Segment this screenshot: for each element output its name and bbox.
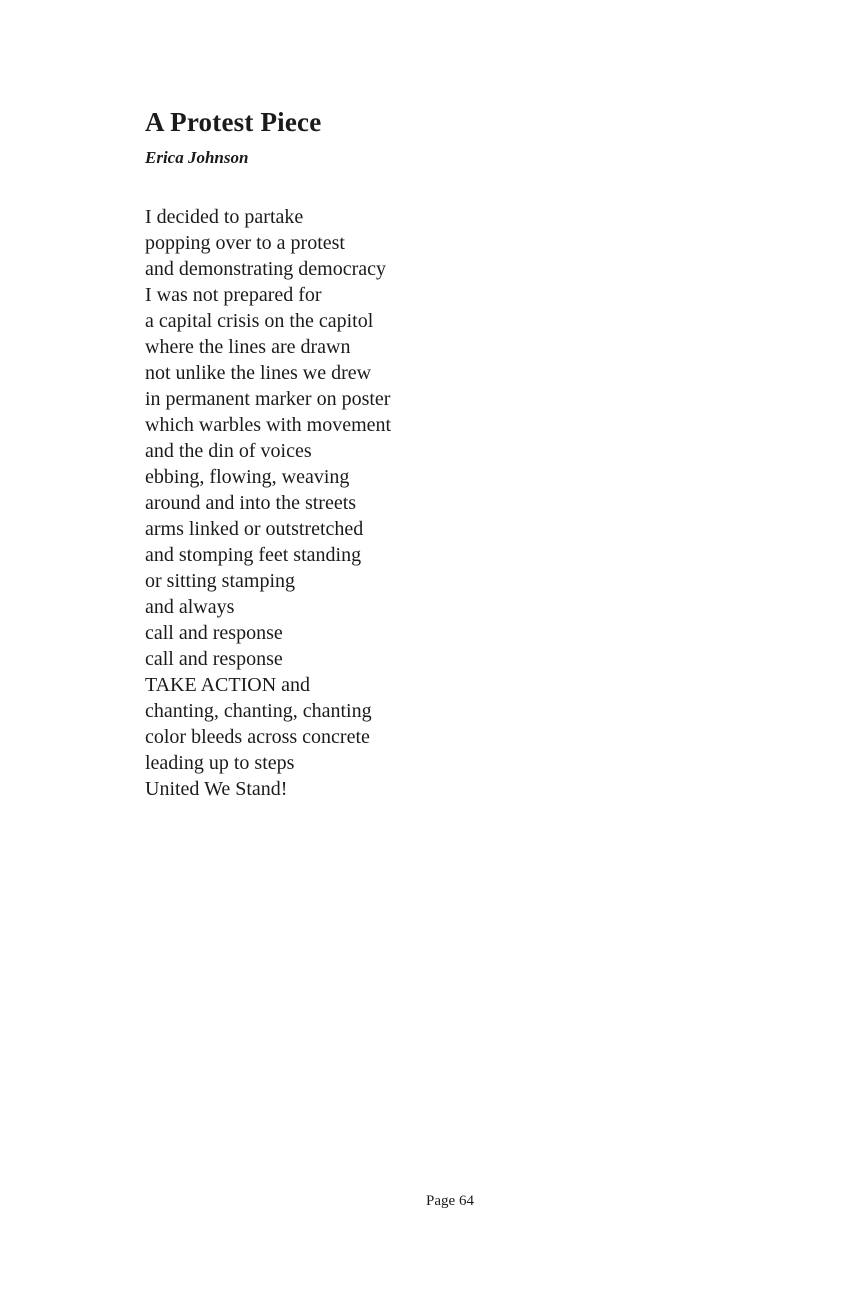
poem-line: around and into the streets	[145, 492, 357, 514]
poem-line: chanting, chanting, chanting	[145, 700, 372, 722]
poem-line: call and response	[145, 622, 283, 644]
poem-line: I was not prepared for	[145, 284, 322, 306]
poem-line: popping over to a protest	[145, 232, 345, 254]
poem-line: in permanent marker on poster	[145, 388, 391, 410]
poem-line: and always	[145, 596, 235, 618]
poem-line: not unlike the lines we drew	[145, 362, 372, 384]
page-number: Page 64	[426, 1193, 474, 1209]
poem-line: I decided to partake	[145, 206, 304, 228]
poem-body	[145, 204, 391, 802]
poem-line: or sitting stamping	[145, 570, 295, 592]
poem-title: A Protest Piece	[145, 107, 322, 137]
document-page	[145, 0, 755, 1296]
poem-line: TAKE ACTION and	[145, 674, 311, 696]
poem-line: and the din of voices	[145, 440, 312, 462]
poem-line: and demonstrating democracy	[145, 258, 387, 280]
poem-line: color bleeds across concrete	[145, 726, 370, 748]
poem-line: where the lines are drawn	[145, 336, 351, 358]
poem-line: which warbles with movement	[145, 414, 392, 436]
poem-author: Erica Johnson	[145, 148, 249, 167]
poem-line: ebbing, flowing, weaving	[145, 466, 350, 488]
poem-line: a capital crisis on the capitol	[145, 310, 374, 332]
poem-line: call and response	[145, 648, 283, 670]
poem-line: arms linked or outstretched	[145, 518, 364, 540]
poem-line: United We Stand!	[145, 778, 288, 800]
poem-line: leading up to steps	[145, 752, 295, 774]
poem-line: and stomping feet standing	[145, 544, 362, 566]
